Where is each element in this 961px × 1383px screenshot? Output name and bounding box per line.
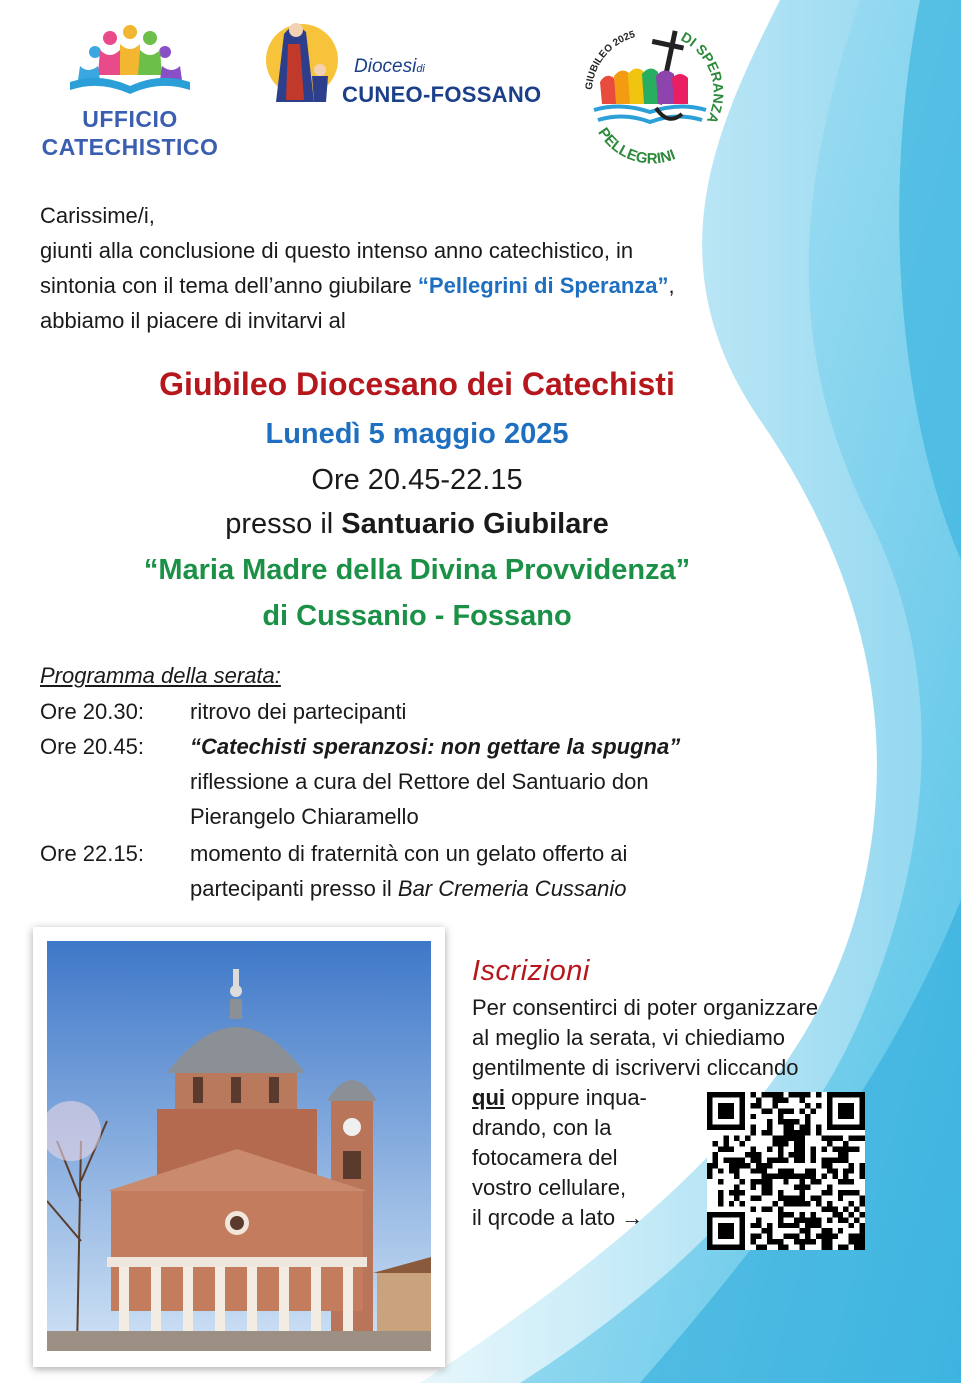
registration-title: Iscrizioni (472, 955, 590, 987)
sanctuary-photo (47, 941, 431, 1351)
svg-text:DI SPERANZA: DI SPERANZA (678, 28, 727, 127)
registration-text: Per consentirci di poter organizzare al meglio la serata, vi chiediamo gentilmente di iscrivervi cliccando (472, 995, 819, 1080)
registration-instructions: qui oppure inqua- drando, con la fotocamera del vostro cellulare, il qrcode a lato → (472, 1085, 647, 1230)
giubileo-2025-logo (570, 20, 730, 185)
greeting: Carissime/i, (40, 203, 155, 228)
program-desc: “Catechisti speranzosi: non gettare la spugna” riflessione a cura del Rettore del Santuario don Pierangelo Chiaramello (190, 729, 840, 834)
event-time: Ore 20.45-22.15 (311, 464, 523, 496)
intro-text (40, 198, 860, 338)
talk-title: “Catechisti speranzosi: non gettare la spugna” (190, 734, 681, 759)
ufficio-line1: UFFICIO (82, 106, 178, 132)
program-time: Ore 22.15: (40, 841, 144, 866)
diocesi-label: Diocesidi (354, 56, 425, 77)
intro-line-3: sintonia con il tema dell’anno giubilare “Pellegrini di Speranza”, (40, 273, 675, 298)
sanctuary-photo-frame (33, 927, 445, 1367)
jubilee-icon (570, 20, 730, 185)
event-title: Giubileo Diocesano dei Catechisti (159, 366, 675, 402)
program-title: Programma della serata: (40, 663, 281, 688)
sanctuary-name: “Maria Madre della Divina Provvidenza” (143, 554, 691, 586)
madonna-icon (262, 14, 342, 106)
qr-code[interactable] (707, 1092, 865, 1250)
people-book-icon (40, 20, 220, 110)
registration-link[interactable]: qui (472, 1085, 505, 1110)
event-location: di Cussanio - Fossano (262, 600, 572, 632)
program-row (40, 729, 840, 834)
intro-line-4: abbiamo il piacere di invitarvi al (40, 308, 346, 333)
bar-name: Bar Cremeria Cussanio (397, 876, 627, 901)
svg-text:GIUBILEO 2025: GIUBILEO 2025 (583, 29, 637, 91)
diocesi-logo (262, 14, 542, 114)
program-desc: ritrovo dei partecipanti (190, 699, 407, 724)
program-row (40, 694, 840, 729)
program-desc: momento di fraternità con un gelato offerto ai partecipanti presso il Bar Cremeria Cussanio (190, 841, 628, 901)
program-time: Ore 20.30: (40, 699, 144, 724)
ufficio-catechistico-logo (40, 20, 220, 170)
intro-line-2: giunti alla conclusione di questo intenso anno catechistico, in (40, 238, 634, 263)
event-date: Lunedì 5 maggio 2025 (265, 418, 569, 450)
jubilee-theme: “Pellegrini di Speranza” (417, 273, 669, 298)
ufficio-line2: CATECHISTICO (41, 134, 219, 160)
diocesi-name: CUNEO-FOSSANO (342, 82, 542, 107)
program-row (40, 836, 840, 906)
program-time: Ore 20.45: (40, 734, 144, 759)
svg-text:PELLEGRINI: PELLEGRINI (594, 124, 678, 168)
event-place: presso il Santuario Giubilare (225, 508, 609, 540)
